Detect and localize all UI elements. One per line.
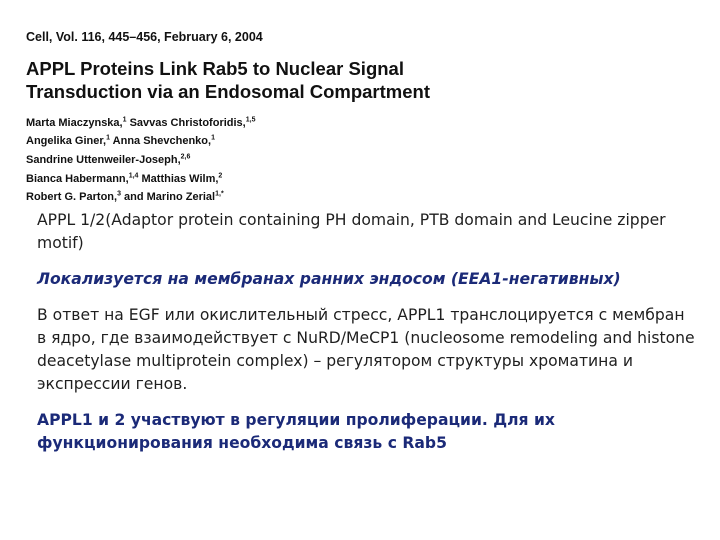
author-name: Bianca Habermann,$^{1,4}$ <box>26 171 139 185</box>
author-name: Marta Miaczynska,$^1$ <box>26 116 127 129</box>
proliferation-statement: APPL1 и 2 участвуют в регуляции пролиферации. Для их функционирования необходима связь с Rab5 <box>37 411 555 452</box>
author-name: Anna Shevchenko,$^1$ <box>112 134 215 148</box>
author-list <box>26 112 546 205</box>
author-name: and Marino Zerial$^{1,*}$ <box>124 190 224 204</box>
author-affiliation: 2,6 <box>180 153 191 161</box>
author-line <box>26 112 546 131</box>
author-affiliation: 1 <box>211 134 215 142</box>
author-affiliation: 1,4 <box>128 171 139 179</box>
author-name: Matthias Wilm,$^2$ <box>141 171 223 185</box>
appl-definition: APPL 1/2(Adaptor protein containing PH domain, PTB domain and Leucine zipper motif) <box>37 211 666 252</box>
author-line <box>26 131 546 150</box>
article-title <box>26 57 546 103</box>
slide-body <box>37 209 697 468</box>
journal-citation: Cell, Vol. 116, 445–456, February 6, 2004 <box>26 30 263 44</box>
title-line-2: Transduction via an Endosomal Compartment <box>26 81 430 102</box>
author-affiliation: 2 <box>218 171 223 179</box>
author-line <box>26 149 546 168</box>
translocation-description: В ответ на EGF или окислительный стресс, APPL1 транслоцируется с мембран в ядро, где взаимодействует с NuRD/MeCP1 (nucleosome remodeling and histone deacetylase multiprotein complex) – регулятором структуры хроматина и экспрессии генов. <box>37 306 695 393</box>
article-header <box>26 30 546 205</box>
localization-statement: Локализуется на мембранах ранних эндосом (EEA1-негативных) <box>37 270 621 288</box>
author-affiliation: 1,5 <box>245 116 256 123</box>
author-affiliation: 1 <box>106 134 110 142</box>
author-affiliation: 1,* <box>215 190 224 198</box>
author-line <box>26 168 546 187</box>
author-name: Robert G. Parton,$^3$ <box>26 190 121 204</box>
title-line-1: APPL Proteins Link Rab5 to Nuclear Signal <box>26 58 404 79</box>
author-affiliation: 1 <box>122 116 127 123</box>
author-name: Angelika Giner,$^1$ <box>26 134 110 148</box>
author-line <box>26 187 546 206</box>
author-name: Sandrine Uttenweiler-Joseph,$^{2,6}$ <box>26 153 191 166</box>
author-affiliation: 3 <box>117 190 121 198</box>
author-name: Savvas Christoforidis,$^{1,5}$ <box>129 116 256 129</box>
